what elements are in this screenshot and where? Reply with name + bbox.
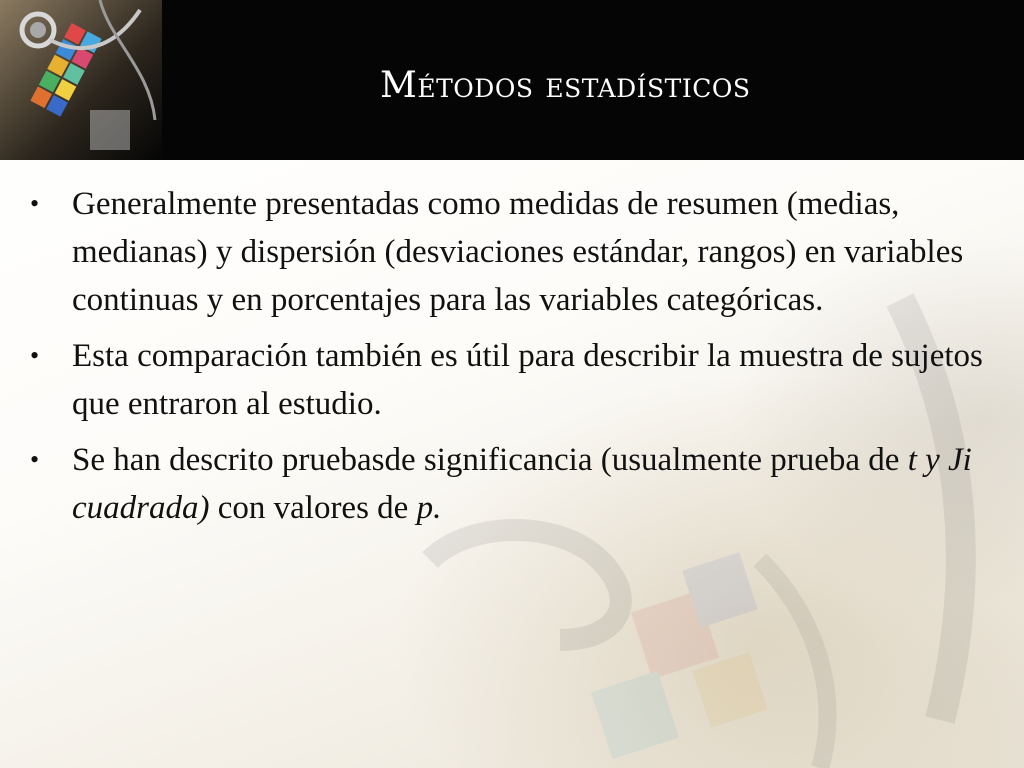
stethoscope-icon bbox=[0, 0, 162, 160]
bullet-list bbox=[30, 180, 990, 540]
bullet-text-start: Se han descrito pruebasde significancia (usualmente prueba de bbox=[72, 442, 908, 478]
header-photo bbox=[0, 0, 162, 160]
bullet-marker: • bbox=[30, 341, 40, 370]
bullet-text-italic: t y Ji cuadrada) bbox=[72, 442, 972, 526]
bullet-text-middle: con valores de bbox=[209, 490, 417, 526]
slide-title: Métodos estadísticos bbox=[380, 65, 751, 106]
bullet-text: Esta comparación también es útil para describir la muestra de sujetos que entraron al estudio. bbox=[72, 338, 983, 422]
bullet-marker: • bbox=[30, 445, 40, 474]
bullet-text bbox=[72, 436, 990, 532]
bullet-marker: • bbox=[30, 189, 40, 218]
header-bar bbox=[0, 0, 1024, 160]
bullet-text: Generalmente presentadas como medidas de resumen (medias, medianas) y dispersión (desviaciones estándar, rangos) en variables continuas y en porcentajes para las variables categóricas. bbox=[72, 186, 964, 318]
bullet-item bbox=[30, 180, 990, 324]
bullet-item bbox=[30, 436, 990, 532]
bullet-item bbox=[30, 332, 990, 428]
bullet-text-italic-end: p. bbox=[416, 490, 442, 526]
